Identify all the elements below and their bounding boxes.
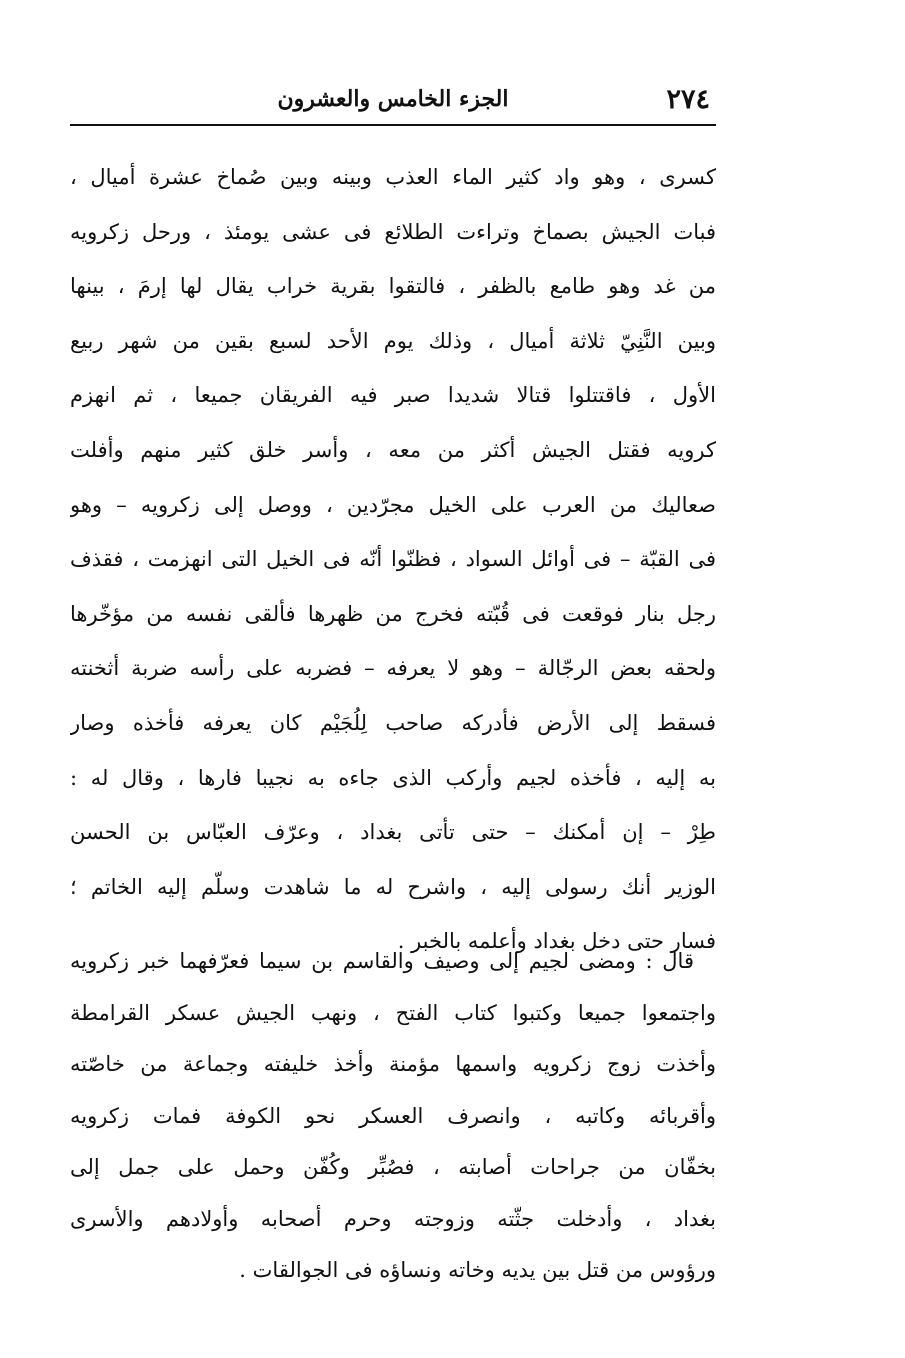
text-line: فسار حتى دخل بغداد وأعلمه بالخبر . xyxy=(397,929,716,954)
text-line: به إليه ، فأخذه لجيم وأركب الذى جاءه به نجيبا فارها ، وقال له : xyxy=(70,765,716,790)
paragraph-1 xyxy=(70,150,716,969)
text-line: واجتمعوا جميعا وكتبوا كتاب الفتح ، ونهب الجيش عسكر القرامطة xyxy=(70,1000,716,1025)
paragraph-2 xyxy=(70,936,716,1297)
page-header xyxy=(70,74,716,124)
text-line: فسقط إلى الأرض فأدركه صاحب لِلُجَيْم كان يعرفه فأخذه وصار xyxy=(70,710,716,735)
page-number: ٢٧٤ xyxy=(666,84,710,115)
header-rule xyxy=(70,124,716,126)
text-line: رجل بنار فوقعت فى قُبّته فخرج من ظهرها فألقى نفسه من مؤخّرها xyxy=(70,601,716,626)
text-line: وأخذت زوج زكرويه واسمها مؤمنة وأخذ خليفته وجماعة من خاصّته xyxy=(70,1052,716,1076)
text-line: فبات الجيش بصماخ وتراءت الطلائع فى عشى يومئذ ، ورحل زكرويه xyxy=(70,219,716,244)
text-line: كرويه فقتل الجيش أكثر من معه ، وأسر خلق كثير منهم وأفلت xyxy=(70,437,716,462)
text-line: قال : ومضى لجيم إلى وصيف والقاسم بن سيما فعرّفهما خبر زكرويه xyxy=(70,949,694,973)
text-line: صعاليك من العرب على الخيل مجرّدين ، ووصل إلى زكرويه – وهو xyxy=(70,492,716,517)
text-line: بغداد ، وأدخلت جثّته وزوجته وحرم أصحابه وأولادهم والأسرى xyxy=(70,1206,716,1231)
text-line: فى القبّة – فى أوائل السواد ، فظنّوا أنّه فى الخيل التى انهزمت ، فقذف xyxy=(70,547,716,572)
text-line: طِرْ – إن أمكنك – حتى تأتى بغداد ، وعرّف العبّاس بن الحسن xyxy=(70,820,716,845)
text-line: بخفّان من جراحات أصابته ، فصُبِّر وكُفّن وحمل على جمل إلى xyxy=(70,1155,716,1179)
text-line: الأول ، فاقتتلوا قتالا شديدا صبر فيه الفريقان جميعا ، ثم انهزم xyxy=(70,383,716,408)
text-line: وأقربائه وكاتبه ، وانصرف العسكر نحو الكوفة فمات زكرويه xyxy=(70,1103,716,1128)
text-line: من غد وهو طامع بالظفر ، فالتقوا بقرية خراب يقال لها إرمَ ، بينها xyxy=(70,274,716,299)
text-line: الوزير أنك رسولى إليه ، واشرح له ما شاهدت وسلّم إليه الخاتم ؛ xyxy=(70,874,716,899)
text-line: وبين النَّنِيّ ثلاثة أميال ، وذلك يوم الأحد لسبع بقين من شهر ربيع xyxy=(70,328,716,353)
text-line: كسرى ، وهو واد كثير الماء العذب وبينه وبين صُماخ عشرة أميال ، xyxy=(70,165,716,189)
running-title: الجزء الخامس والعشرون xyxy=(277,86,509,112)
text-line: ولحقه بعض الرجّالة – وهو لا يعرفه – فضربه على رأسه ضربة أثخنته xyxy=(70,656,716,681)
text-line: ورؤوس من قتل بين يديه وخاته ونساؤه فى الجوالقات . xyxy=(239,1258,716,1282)
